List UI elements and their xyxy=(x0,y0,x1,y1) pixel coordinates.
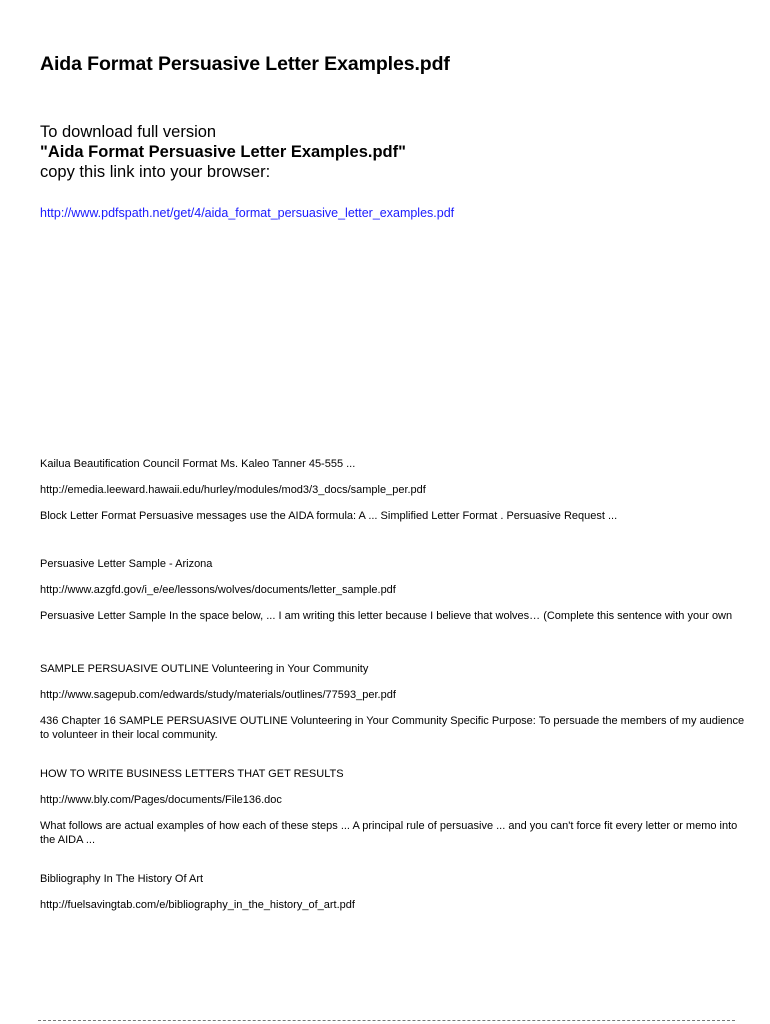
result-url[interactable]: http://www.sagepub.com/edwards/study/materials/outlines/77593_per.pdf xyxy=(40,689,396,701)
result-snippet: Block Letter Format Persuasive messages use the AIDA formula: A ... Simplified Letter Format . Persuasive Request ... xyxy=(40,510,618,522)
download-line-3: copy this link into your browser: xyxy=(40,163,271,181)
result-snippet: What follows are actual examples of how each of these steps ... A principal rule of persuasive ... and you can't force fit every letter or memo into the AIDA ... xyxy=(40,820,738,846)
result-title: Persuasive Letter Sample - Arizona xyxy=(40,558,213,570)
result-item xyxy=(40,662,755,742)
result-item xyxy=(40,872,755,912)
result-item xyxy=(40,457,755,523)
footer-divider xyxy=(38,1020,735,1021)
result-snippet: Persuasive Letter Sample In the space below, ... I am writing this letter because I believe that wolves… (Complete this sentence with your own xyxy=(40,610,733,622)
result-url[interactable]: http://www.bly.com/Pages/documents/File136.doc xyxy=(40,794,282,806)
download-link[interactable]: http://www.pdfspath.net/get/4/aida_format_persuasive_letter_examples.pdf xyxy=(40,206,455,220)
download-line-1: To download full version xyxy=(40,123,217,141)
download-instructions xyxy=(40,122,406,182)
document-title: Aida Format Persuasive Letter Examples.pdf xyxy=(40,53,450,75)
result-url[interactable]: http://www.azgfd.gov/i_e/ee/lessons/wolves/documents/letter_sample.pdf xyxy=(40,584,396,596)
result-url[interactable]: http://emedia.leeward.hawaii.edu/hurley/modules/mod3/3_docs/sample_per.pdf xyxy=(40,484,426,496)
download-filename: "Aida Format Persuasive Letter Examples.pdf" xyxy=(40,143,406,161)
result-item xyxy=(40,557,755,637)
results-list xyxy=(40,457,755,912)
result-item xyxy=(40,767,755,847)
result-snippet: 436 Chapter 16 SAMPLE PERSUASIVE OUTLINE Volunteering in Your Community Specific Purpose: To persuade the members of my audience to volunteer in their local community. xyxy=(40,715,745,741)
result-title: Kailua Beautification Council Format Ms. Kaleo Tanner 45-555 ... xyxy=(40,458,356,470)
result-title: SAMPLE PERSUASIVE OUTLINE Volunteering in Your Community xyxy=(40,663,369,675)
result-url[interactable]: http://fuelsavingtab.com/e/bibliography_in_the_history_of_art.pdf xyxy=(40,899,355,911)
result-title: HOW TO WRITE BUSINESS LETTERS THAT GET RESULTS xyxy=(40,768,344,780)
result-title: Bibliography In The History Of Art xyxy=(40,873,204,885)
